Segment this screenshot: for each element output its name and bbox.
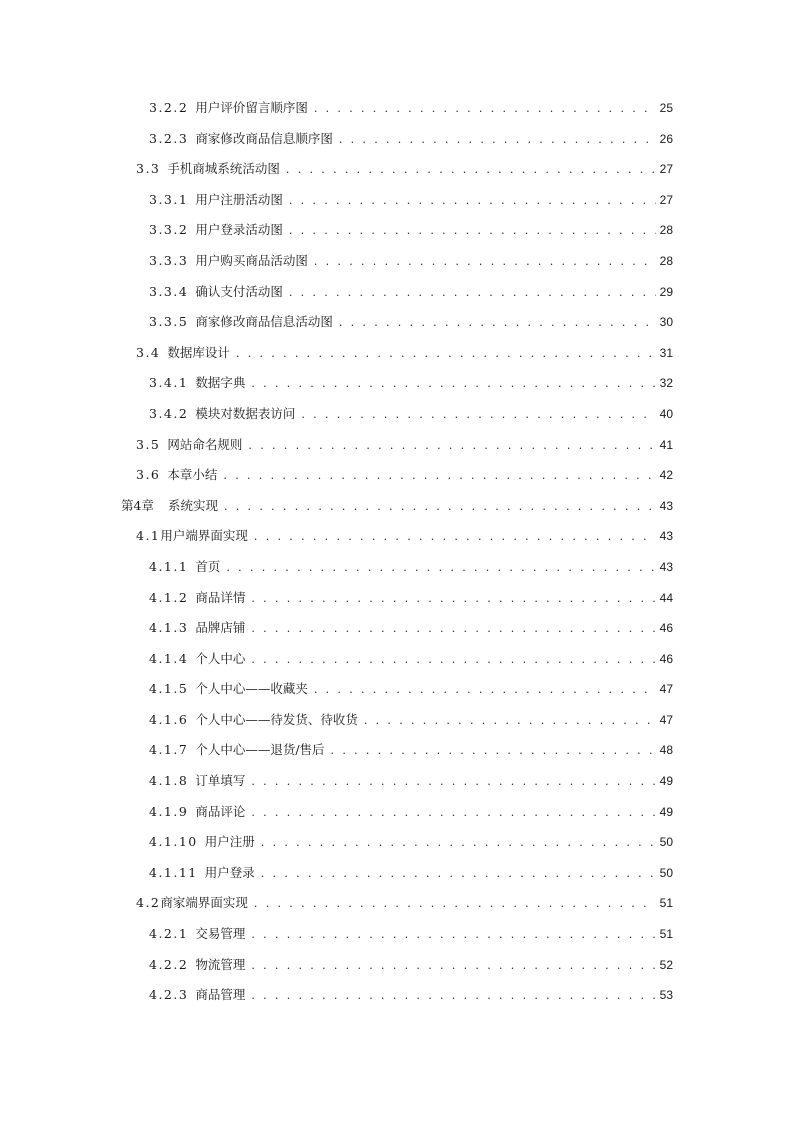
toc-entry-page-number: 42 bbox=[659, 468, 673, 483]
toc-entry-number: 4.1.7 bbox=[149, 742, 189, 758]
toc-entry-number: 4.2.2 bbox=[149, 956, 189, 972]
toc-dot-leader bbox=[314, 94, 656, 125]
toc-entry[interactable] bbox=[0, 797, 793, 828]
toc-dot-leader bbox=[251, 981, 655, 1012]
toc-entry-page-number: 46 bbox=[659, 651, 673, 666]
toc-entry-page-number: 49 bbox=[659, 774, 673, 789]
toc-entry-number: 3.3.3 bbox=[149, 252, 189, 268]
toc-entry[interactable] bbox=[0, 215, 793, 246]
toc-entry-title: 用户注册活动图 bbox=[195, 191, 283, 207]
toc-entry[interactable] bbox=[0, 185, 793, 216]
toc-dot-leader bbox=[251, 920, 655, 951]
toc-entry-title: 网站命名规则 bbox=[167, 436, 243, 452]
toc-entry[interactable] bbox=[0, 950, 793, 981]
toc-entry[interactable] bbox=[0, 613, 793, 644]
toc-entry-title: 数据库设计 bbox=[167, 344, 230, 360]
toc-dot-leader bbox=[251, 614, 655, 645]
toc-entry-title: 商品详情 bbox=[195, 589, 246, 605]
toc-entry-page-number: 46 bbox=[659, 621, 673, 636]
toc-dot-leader bbox=[254, 522, 656, 553]
toc-entry-page-number: 53 bbox=[659, 988, 673, 1003]
toc-entry-title: 商家端界面实现 bbox=[160, 895, 248, 911]
toc-entry[interactable] bbox=[0, 644, 793, 675]
toc-entry[interactable] bbox=[0, 368, 793, 399]
toc-entry-page-number: 43 bbox=[659, 529, 673, 544]
toc-entry-page-number: 28 bbox=[659, 253, 673, 268]
toc-entry-title: 系统实现 bbox=[167, 497, 218, 513]
toc-entry-title: 用户购买商品活动图 bbox=[195, 252, 308, 268]
toc-entry[interactable] bbox=[0, 399, 793, 430]
toc-entry-title: 个人中心——待发货、待收货 bbox=[195, 711, 358, 727]
toc-entry-number: 3.3 bbox=[136, 161, 161, 177]
toc-entry-page-number: 47 bbox=[659, 682, 673, 697]
toc-dot-leader bbox=[339, 125, 656, 156]
toc-entry-number: 4.1.10 bbox=[149, 834, 198, 850]
toc-dot-leader bbox=[261, 859, 656, 890]
toc-entry-number: 4.2.3 bbox=[149, 987, 189, 1003]
toc-entry-title: 个人中心——收藏夹 bbox=[195, 681, 308, 697]
toc-dot-leader bbox=[364, 706, 656, 737]
toc-entry-title: 物流管理 bbox=[195, 956, 246, 972]
toc-dot-leader bbox=[224, 492, 656, 523]
toc-entry[interactable] bbox=[0, 338, 793, 369]
toc-dot-leader bbox=[301, 400, 655, 431]
toc-entry[interactable] bbox=[0, 827, 793, 858]
toc-entry[interactable] bbox=[0, 552, 793, 583]
toc-entry[interactable] bbox=[0, 735, 793, 766]
toc-entry[interactable] bbox=[0, 583, 793, 614]
toc-entry-title: 商家修改商品信息顺序图 bbox=[195, 130, 333, 146]
toc-entry-page-number: 50 bbox=[659, 835, 673, 850]
toc-entry-page-number: 44 bbox=[659, 590, 673, 605]
toc-dot-leader bbox=[286, 155, 656, 186]
toc-dot-leader bbox=[248, 431, 655, 462]
toc-entry-page-number: 31 bbox=[659, 345, 673, 360]
toc-entry-page-number: 32 bbox=[659, 376, 673, 391]
toc-entry-number: 4.1.9 bbox=[149, 803, 189, 819]
toc-entry-title: 个人中心 bbox=[195, 650, 246, 666]
toc-entry-title: 商品评论 bbox=[195, 803, 246, 819]
toc-entry-number: 4.2 bbox=[136, 895, 161, 911]
toc-entry-title: 用户注册 bbox=[204, 834, 255, 850]
toc-entry-title: 商品管理 bbox=[195, 987, 246, 1003]
toc-entry-page-number: 52 bbox=[659, 957, 673, 972]
toc-entry-title: 用户评价留言顺序图 bbox=[195, 100, 308, 115]
toc-entry-number: 4.1.1 bbox=[149, 558, 189, 574]
toc-entry-number: 4.1.4 bbox=[149, 650, 189, 666]
toc-entry-page-number: 26 bbox=[659, 131, 673, 146]
toc-entry[interactable] bbox=[0, 246, 793, 277]
toc-entry-number: 第4章 bbox=[121, 497, 154, 513]
toc-dot-leader bbox=[251, 645, 655, 676]
toc-entry[interactable] bbox=[0, 705, 793, 736]
toc-entry-number: 3.3.5 bbox=[149, 314, 189, 330]
toc-entry-page-number: 28 bbox=[659, 223, 673, 238]
toc-entry[interactable] bbox=[0, 307, 793, 338]
toc-entry[interactable] bbox=[0, 124, 793, 155]
toc-dot-leader bbox=[251, 951, 655, 982]
toc-entry-number: 4.1.8 bbox=[149, 773, 189, 789]
toc-dot-leader bbox=[251, 767, 655, 798]
toc-dot-leader bbox=[223, 461, 655, 492]
toc-entry-number: 4.1.6 bbox=[149, 711, 189, 727]
toc-entry-number: 3.4.1 bbox=[149, 375, 189, 391]
toc-entry-page-number: 40 bbox=[659, 406, 673, 421]
toc-entry-page-number: 27 bbox=[659, 162, 673, 177]
toc-entry[interactable] bbox=[0, 154, 793, 185]
toc-dot-leader bbox=[251, 798, 655, 829]
toc-dot-leader bbox=[331, 736, 656, 767]
toc-entry[interactable] bbox=[0, 491, 793, 522]
toc-entry-title: 手机商城系统活动图 bbox=[167, 161, 280, 177]
toc-dot-leader bbox=[289, 278, 656, 309]
toc-entry-title: 用户端界面实现 bbox=[160, 528, 248, 544]
toc-dot-leader bbox=[314, 675, 656, 706]
toc-entry[interactable] bbox=[0, 93, 793, 124]
toc-entry-title: 数据字典 bbox=[195, 375, 246, 391]
toc-entry-number: 4.2.1 bbox=[149, 926, 189, 942]
toc-entry-page-number: 25 bbox=[659, 101, 673, 115]
toc-dot-leader bbox=[314, 247, 656, 278]
toc-entry-number: 4.1.11 bbox=[149, 864, 198, 880]
toc-entry-number: 3.4 bbox=[136, 344, 161, 360]
toc-entry-page-number: 49 bbox=[659, 804, 673, 819]
toc-entry-page-number: 43 bbox=[659, 498, 673, 513]
toc-entry[interactable] bbox=[0, 277, 793, 308]
toc-entry-page-number: 29 bbox=[659, 284, 673, 299]
toc-entry[interactable] bbox=[0, 888, 793, 919]
toc-entry-title: 个人中心——退货/售后 bbox=[195, 742, 325, 758]
toc-entry-title: 用户登录 bbox=[204, 864, 255, 880]
toc-dot-leader bbox=[226, 553, 655, 584]
toc-entry[interactable] bbox=[0, 430, 793, 461]
toc-entry-page-number: 30 bbox=[659, 315, 673, 330]
toc-entry-number: 3.2.2 bbox=[149, 100, 189, 115]
table-of-contents bbox=[0, 93, 793, 1011]
toc-entry-number: 4.1 bbox=[136, 528, 161, 544]
toc-entry-title: 确认支付活动图 bbox=[195, 283, 283, 299]
toc-dot-leader bbox=[236, 339, 656, 370]
toc-entry-title: 品牌店铺 bbox=[195, 620, 246, 636]
toc-entry-title: 交易管理 bbox=[195, 926, 246, 942]
toc-entry-number: 4.1.5 bbox=[149, 681, 189, 697]
toc-dot-leader bbox=[289, 216, 656, 247]
toc-entry-title: 用户登录活动图 bbox=[195, 222, 283, 238]
toc-dot-leader bbox=[251, 584, 655, 615]
toc-dot-leader bbox=[254, 889, 656, 920]
toc-entry-title: 首页 bbox=[195, 558, 221, 574]
toc-entry[interactable] bbox=[0, 766, 793, 797]
toc-entry-number: 3.5 bbox=[136, 436, 161, 452]
toc-entry-page-number: 43 bbox=[659, 559, 673, 574]
toc-entry-number: 3.2.3 bbox=[149, 130, 189, 146]
toc-entry-page-number: 47 bbox=[659, 712, 673, 727]
toc-entry[interactable] bbox=[0, 919, 793, 950]
toc-entry-title: 本章小结 bbox=[167, 467, 218, 483]
toc-entry[interactable] bbox=[0, 674, 793, 705]
toc-entry[interactable] bbox=[0, 858, 793, 889]
toc-entry-number: 4.1.3 bbox=[149, 620, 189, 636]
toc-entry-number: 3.3.1 bbox=[149, 191, 189, 207]
toc-dot-leader bbox=[289, 186, 656, 217]
toc-entry-page-number: 27 bbox=[659, 192, 673, 207]
toc-dot-leader bbox=[251, 369, 655, 400]
toc-entry[interactable] bbox=[0, 521, 793, 552]
toc-dot-leader bbox=[261, 828, 656, 859]
toc-entry-number: 3.3.4 bbox=[149, 283, 189, 299]
toc-entry[interactable] bbox=[0, 460, 793, 491]
toc-entry-title: 模块对数据表访问 bbox=[195, 405, 296, 421]
toc-entry[interactable] bbox=[0, 980, 793, 1011]
toc-entry-page-number: 51 bbox=[659, 896, 673, 911]
toc-entry-number: 4.1.2 bbox=[149, 589, 189, 605]
toc-entry-page-number: 51 bbox=[659, 927, 673, 942]
toc-entry-page-number: 50 bbox=[659, 865, 673, 880]
toc-entry-page-number: 41 bbox=[659, 437, 673, 452]
toc-entry-title: 订单填写 bbox=[195, 773, 246, 789]
toc-entry-page-number: 48 bbox=[659, 743, 673, 758]
toc-entry-number: 3.4.2 bbox=[149, 405, 189, 421]
toc-entry-number: 3.6 bbox=[136, 467, 161, 483]
toc-entry-title: 商家修改商品信息活动图 bbox=[195, 314, 333, 330]
toc-dot-leader bbox=[339, 308, 656, 339]
toc-entry-number: 3.3.2 bbox=[149, 222, 189, 238]
